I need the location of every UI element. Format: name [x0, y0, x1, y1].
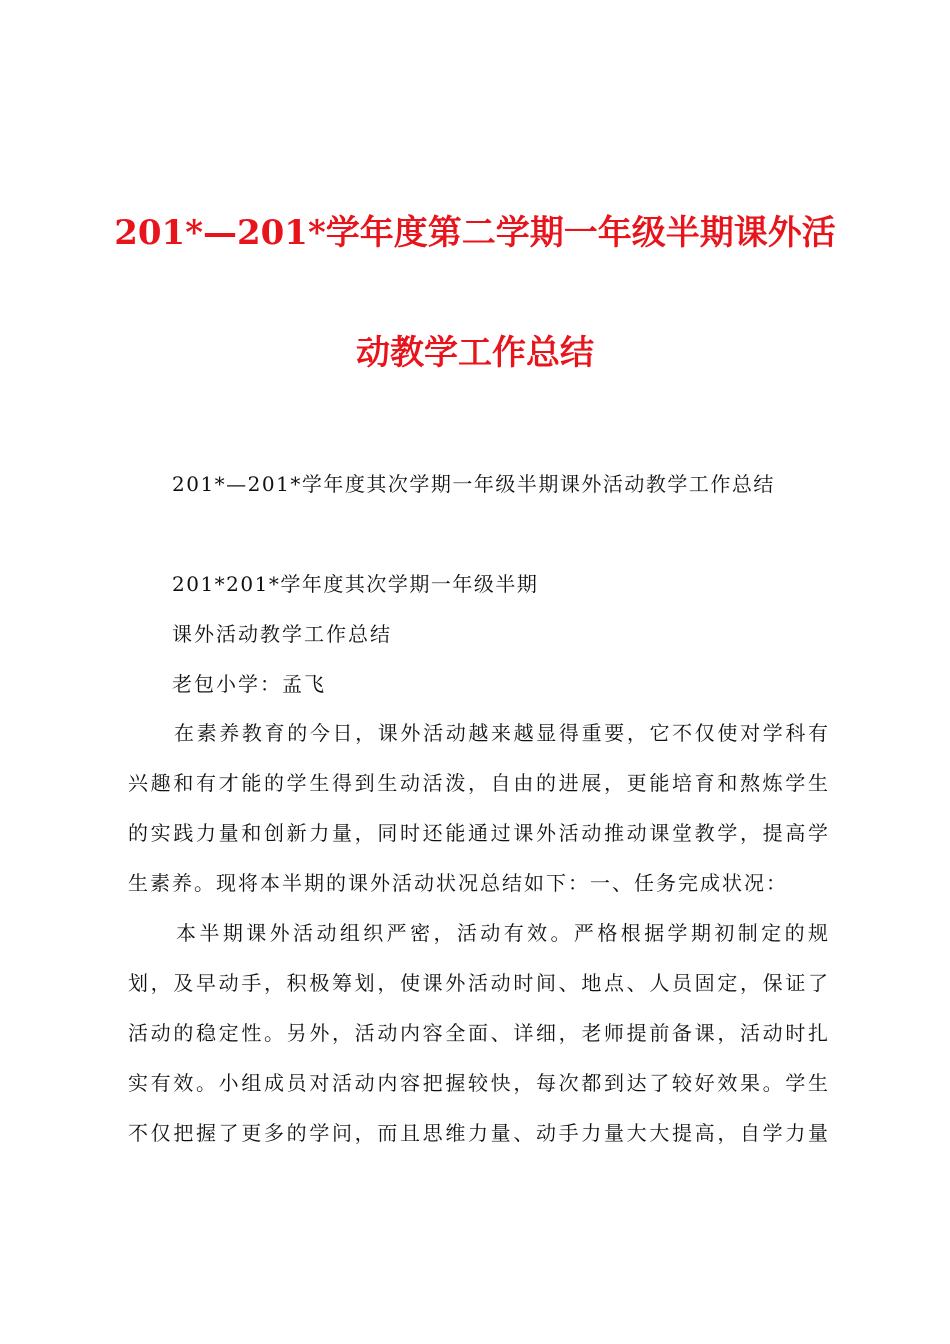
paragraph-line: 生素养。现将本半期的课外活动状况总结如下：一、任务完成状况：	[128, 871, 788, 895]
paragraph-line: 本半期课外活动组织严密，活动有效。严格根据学期初制定的规	[176, 921, 830, 945]
author-line: 老包小学：孟飞	[172, 672, 326, 696]
subtitle: 201*—201*学年度其次学期一年级半期课外活动教学工作总结	[172, 472, 775, 496]
paragraph-line: 实有效。小组成员对活动内容把握较快，每次都到达了较好效果。学生	[128, 1071, 830, 1095]
paragraph-line: 兴趣和有才能的学生得到生动活泼，自由的进展，更能培育和熬炼学生	[128, 771, 830, 795]
heading-line-2: 课外活动教学工作总结	[172, 622, 392, 646]
document-title-line-1: 201*—201*学年度第二学期一年级半期课外活	[114, 213, 836, 253]
paragraph-line: 不仅把握了更多的学问，而且思维力量、动手力量大大提高，自学力量	[128, 1121, 830, 1145]
paragraph-line: 划，及早动手，积极筹划，使课外活动时间、地点、人员固定，保证了	[128, 971, 830, 995]
paragraph-line: 的实践力量和创新力量，同时还能通过课外活动推动课堂教学，提高学	[128, 821, 830, 845]
paragraph-line: 在素养教育的今日，课外活动越来越显得重要，它不仅使对学科有	[174, 721, 830, 745]
paragraph-line: 活动的稳定性。另外，活动内容全面、详细，老师提前备课，活动时扎	[128, 1021, 830, 1045]
document-title-line-2: 动教学工作总结	[356, 333, 594, 373]
heading-line-1: 201*201*学年度其次学期一年级半期	[172, 572, 539, 596]
